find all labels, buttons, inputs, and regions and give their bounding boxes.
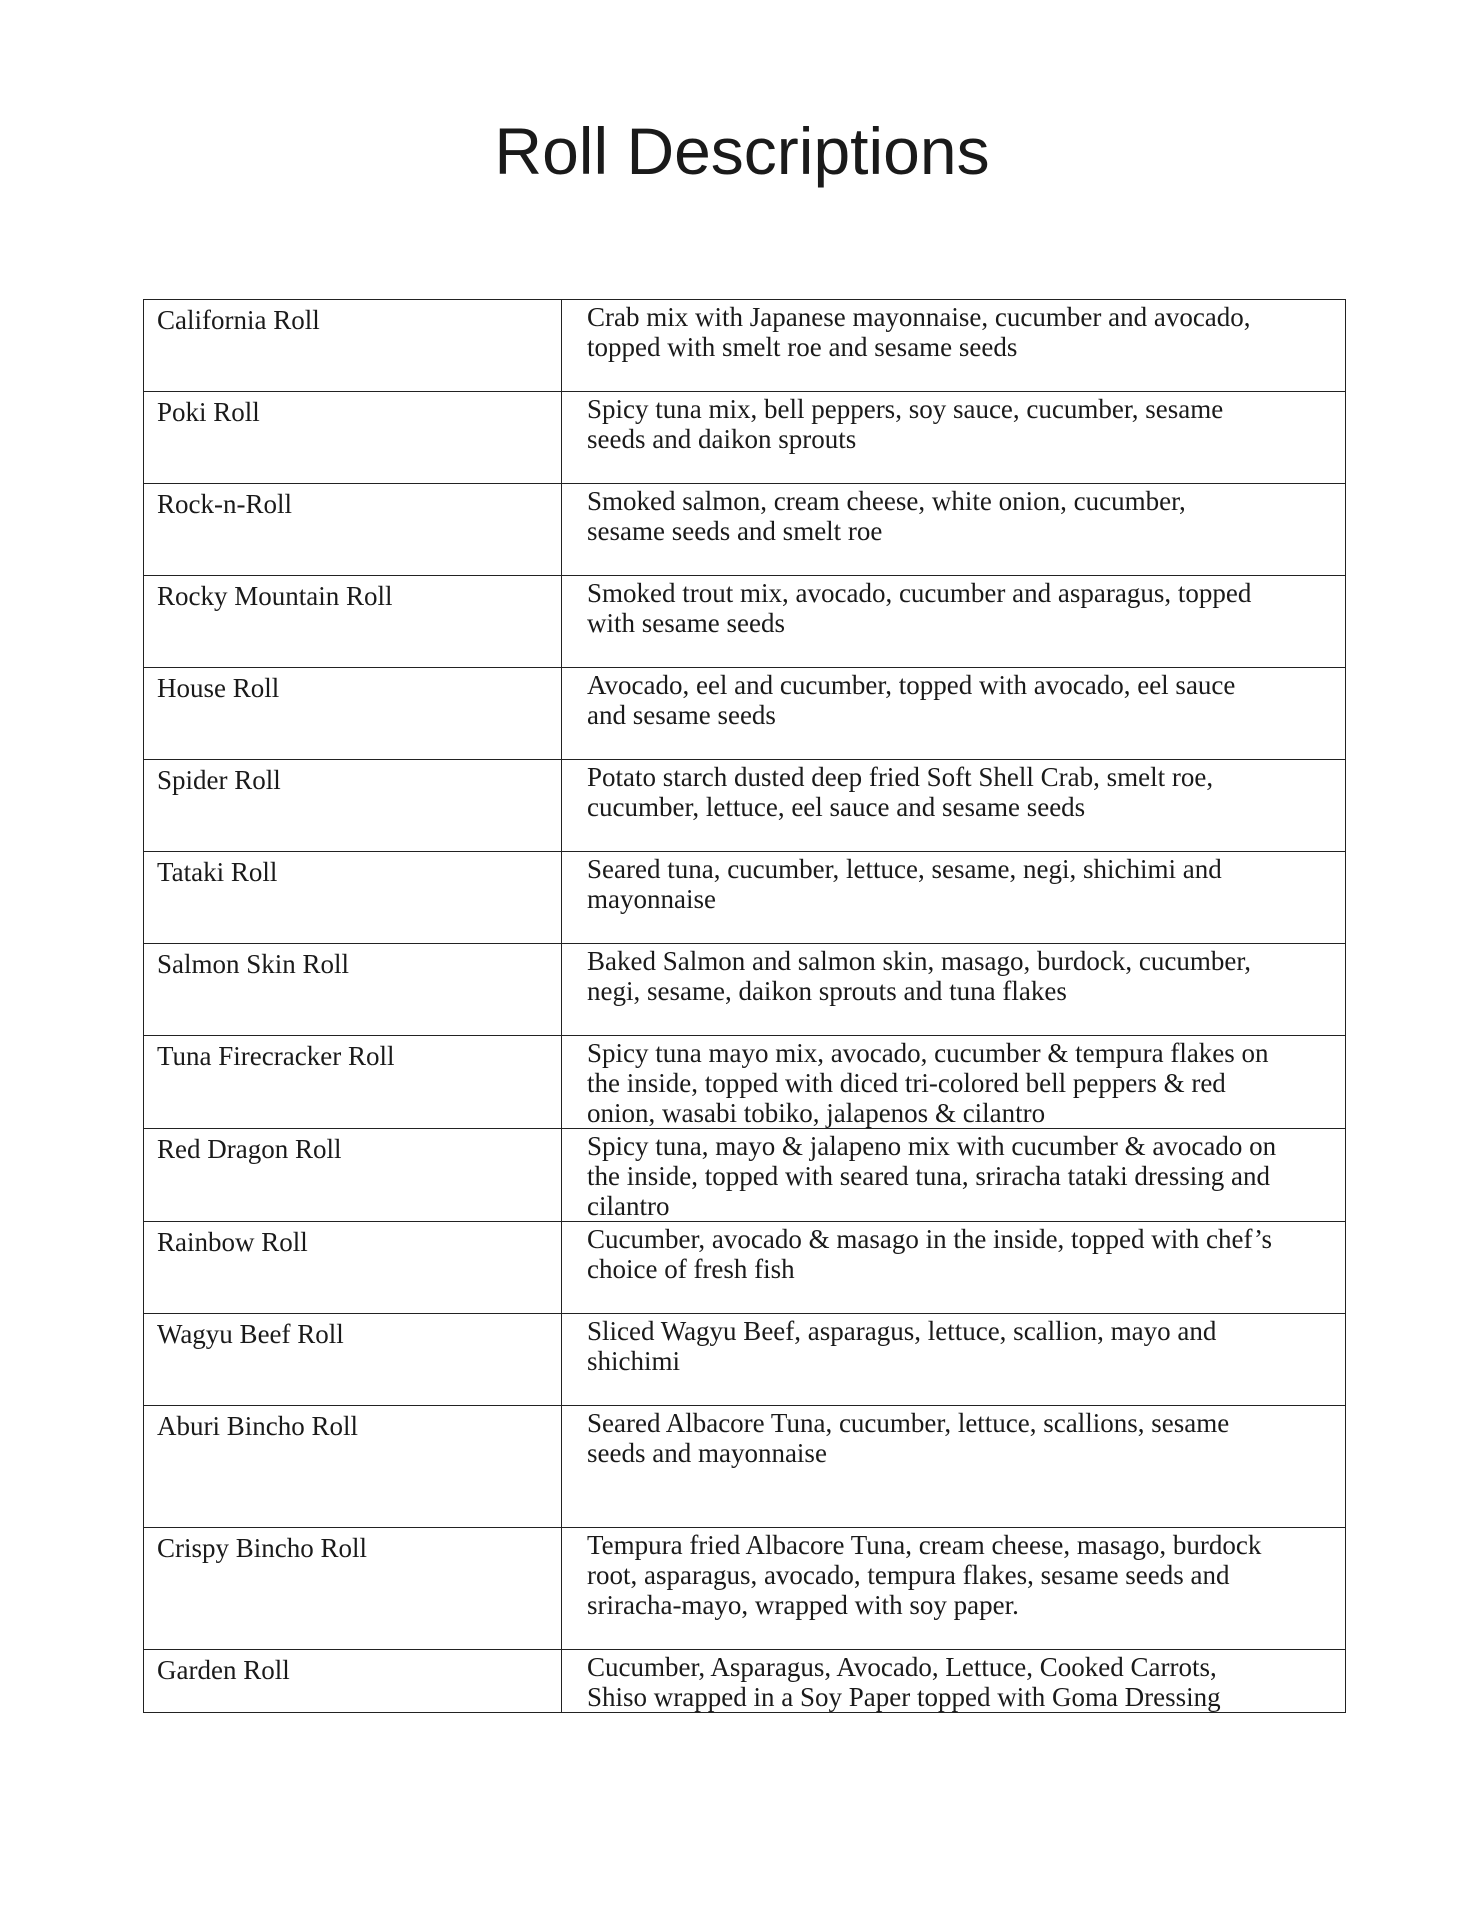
roll-description-cell bbox=[562, 484, 1346, 576]
roll-description-cell bbox=[562, 1314, 1346, 1406]
roll-name: Crispy Bincho Roll bbox=[157, 1533, 368, 1563]
roll-description-line: onion, wasabi tobiko, jalapenos & cilantro bbox=[587, 1098, 1046, 1128]
roll-description-cell bbox=[562, 1222, 1346, 1314]
roll-description-line: Seared tuna, cucumber, lettuce, sesame, negi, shichimi and bbox=[587, 854, 1222, 884]
roll-name: Tataki Roll bbox=[157, 857, 278, 887]
roll-description-line: choice of fresh fish bbox=[587, 1254, 795, 1284]
roll-description-cell bbox=[562, 1406, 1346, 1528]
roll-description-cell bbox=[562, 392, 1346, 484]
table-row bbox=[144, 1222, 1346, 1314]
roll-description-line: Smoked trout mix, avocado, cucumber and asparagus, topped bbox=[587, 578, 1252, 608]
roll-name-cell bbox=[144, 392, 562, 484]
page-title: Roll Descriptions bbox=[494, 114, 990, 188]
roll-description-cell bbox=[562, 1650, 1346, 1713]
roll-name: Rainbow Roll bbox=[157, 1227, 308, 1257]
roll-name: Aburi Bincho Roll bbox=[157, 1411, 358, 1441]
roll-name-cell bbox=[144, 1036, 562, 1129]
table-row bbox=[144, 484, 1346, 576]
roll-description-cell bbox=[562, 944, 1346, 1036]
roll-name: Red Dragon Roll bbox=[157, 1134, 342, 1164]
table-row bbox=[144, 576, 1346, 668]
roll-name: Wagyu Beef Roll bbox=[157, 1319, 344, 1349]
roll-name-cell bbox=[144, 1650, 562, 1713]
table-row bbox=[144, 1314, 1346, 1406]
roll-description-line: seeds and daikon sprouts bbox=[587, 424, 857, 454]
roll-description-line: the inside, topped with seared tuna, sriracha tataki dressing and bbox=[587, 1161, 1271, 1191]
roll-description-cell bbox=[562, 668, 1346, 760]
table-row bbox=[144, 1528, 1346, 1650]
roll-name-cell bbox=[144, 944, 562, 1036]
table-row bbox=[144, 944, 1346, 1036]
roll-description-line: Potato starch dusted deep fried Soft Shell Crab, smelt roe, bbox=[587, 762, 1214, 792]
table-row bbox=[144, 1129, 1346, 1222]
roll-name-cell bbox=[144, 576, 562, 668]
table-row bbox=[144, 300, 1346, 392]
roll-description-line: and sesame seeds bbox=[587, 700, 776, 730]
roll-name: Rocky Mountain Roll bbox=[157, 581, 393, 611]
roll-description-line: sesame seeds and smelt roe bbox=[587, 516, 883, 546]
roll-descriptions-table bbox=[143, 299, 1346, 1713]
roll-name: California Roll bbox=[157, 305, 320, 335]
roll-description-line: topped with smelt roe and sesame seeds bbox=[587, 332, 1018, 362]
table-row bbox=[144, 1406, 1346, 1528]
roll-table-body bbox=[144, 300, 1346, 1713]
roll-name: Rock-n-Roll bbox=[157, 489, 292, 519]
roll-name-cell bbox=[144, 1129, 562, 1222]
roll-name-cell bbox=[144, 668, 562, 760]
roll-description-cell bbox=[562, 852, 1346, 944]
roll-description-line: Cucumber, Asparagus, Avocado, Lettuce, Cooked Carrots, bbox=[587, 1652, 1217, 1682]
roll-name-cell bbox=[144, 300, 562, 392]
roll-description-line: cucumber, lettuce, eel sauce and sesame seeds bbox=[587, 792, 1086, 822]
roll-name-cell bbox=[144, 1222, 562, 1314]
table-row bbox=[144, 668, 1346, 760]
roll-description-line: Spicy tuna, mayo & jalapeno mix with cucumber & avocado on bbox=[587, 1131, 1277, 1161]
table-row bbox=[144, 392, 1346, 484]
roll-description-line: seeds and mayonnaise bbox=[587, 1438, 827, 1468]
roll-description-line: Shiso wrapped in a Soy Paper topped with Goma Dressing bbox=[587, 1682, 1221, 1712]
roll-description-line: the inside, topped with diced tri-colored bell peppers & red bbox=[587, 1068, 1226, 1098]
roll-name-cell bbox=[144, 484, 562, 576]
table-row bbox=[144, 760, 1346, 852]
roll-description-cell bbox=[562, 1528, 1346, 1650]
roll-name-cell bbox=[144, 1528, 562, 1650]
roll-description-line: cilantro bbox=[587, 1191, 670, 1221]
roll-name-cell bbox=[144, 852, 562, 944]
roll-name-cell bbox=[144, 1314, 562, 1406]
roll-description-line: mayonnaise bbox=[587, 884, 716, 914]
roll-description-cell bbox=[562, 576, 1346, 668]
roll-description-line: Avocado, eel and cucumber, topped with avocado, eel sauce bbox=[587, 670, 1236, 700]
roll-description-line: with sesame seeds bbox=[587, 608, 785, 638]
roll-name: Garden Roll bbox=[157, 1655, 290, 1685]
roll-description-line: shichimi bbox=[587, 1346, 680, 1376]
table-row bbox=[144, 1036, 1346, 1129]
roll-description-line: sriracha-mayo, wrapped with soy paper. bbox=[587, 1590, 1019, 1620]
table-row bbox=[144, 1650, 1346, 1713]
roll-description-line: Cucumber, avocado & masago in the inside, topped with chef’s bbox=[587, 1224, 1272, 1254]
roll-description-line: Sliced Wagyu Beef, asparagus, lettuce, scallion, mayo and bbox=[587, 1316, 1217, 1346]
roll-name-cell bbox=[144, 760, 562, 852]
roll-description-cell bbox=[562, 760, 1346, 852]
roll-description-line: Seared Albacore Tuna, cucumber, lettuce, scallions, sesame bbox=[587, 1408, 1230, 1438]
roll-description-line: Tempura fried Albacore Tuna, cream cheese, masago, burdock bbox=[587, 1530, 1262, 1560]
roll-name: House Roll bbox=[157, 673, 280, 703]
roll-name: Spider Roll bbox=[157, 765, 281, 795]
roll-name-cell bbox=[144, 1406, 562, 1528]
roll-description-line: Spicy tuna mayo mix, avocado, cucumber & tempura flakes on bbox=[587, 1038, 1269, 1068]
roll-name: Poki Roll bbox=[157, 397, 260, 427]
roll-description-line: Baked Salmon and salmon skin, masago, burdock, cucumber, bbox=[587, 946, 1252, 976]
roll-description-cell bbox=[562, 300, 1346, 392]
roll-description-line: root, asparagus, avocado, tempura flakes, sesame seeds and bbox=[587, 1560, 1230, 1590]
roll-description-cell bbox=[562, 1129, 1346, 1222]
roll-description-cell bbox=[562, 1036, 1346, 1129]
roll-name: Tuna Firecracker Roll bbox=[157, 1041, 395, 1071]
table-row bbox=[144, 852, 1346, 944]
roll-name: Salmon Skin Roll bbox=[157, 949, 350, 979]
roll-description-line: Smoked salmon, cream cheese, white onion, cucumber, bbox=[587, 486, 1186, 516]
roll-description-line: negi, sesame, daikon sprouts and tuna flakes bbox=[587, 976, 1067, 1006]
roll-description-line: Crab mix with Japanese mayonnaise, cucumber and avocado, bbox=[587, 302, 1251, 332]
roll-description-line: Spicy tuna mix, bell peppers, soy sauce, cucumber, sesame bbox=[587, 394, 1224, 424]
